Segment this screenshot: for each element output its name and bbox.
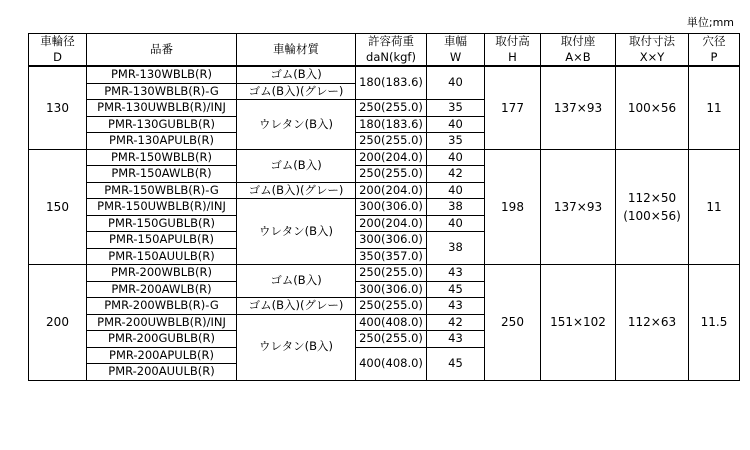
- material-cell: ゴム(B入)(グレー): [237, 298, 356, 315]
- part-cell: PMR-130UWBLB(R)/INJ: [87, 100, 237, 117]
- material-cell: ウレタン(B入): [237, 314, 356, 380]
- height-cell: 250: [485, 265, 541, 381]
- width-cell: 35: [427, 100, 485, 117]
- load-cell: 250(255.0): [356, 265, 427, 282]
- mount-dim-alt: (100×56): [623, 208, 681, 223]
- header-mount-dim-sub: X×Y: [616, 50, 689, 67]
- part-cell: PMR-150UWBLB(R)/INJ: [87, 199, 237, 216]
- part-cell: PMR-150WBLB(R)-G: [87, 182, 237, 199]
- unit-label: 単位;mm: [686, 16, 734, 29]
- load-cell: 250(255.0): [356, 133, 427, 150]
- part-cell: PMR-150APULB(R): [87, 232, 237, 249]
- part-cell: PMR-200AWLB(R): [87, 281, 237, 298]
- width-cell: 43: [427, 298, 485, 315]
- width-cell: 40: [427, 66, 485, 100]
- header-hole: 穴径: [689, 34, 740, 50]
- diameter-cell: 130: [29, 66, 87, 149]
- load-cell: 200(204.0): [356, 149, 427, 166]
- load-cell: 400(408.0): [356, 314, 427, 331]
- width-cell: 38: [427, 232, 485, 265]
- load-cell: 180(183.6): [356, 66, 427, 100]
- material-cell: ゴム(B入): [237, 265, 356, 298]
- header-hole-sub: P: [689, 50, 740, 67]
- width-cell: 42: [427, 314, 485, 331]
- part-cell: PMR-150WBLB(R): [87, 149, 237, 166]
- part-cell: PMR-130GUBLB(R): [87, 116, 237, 133]
- header-diameter: 車輪径: [29, 34, 87, 50]
- header-mount-seat-sub: A×B: [541, 50, 616, 67]
- part-cell: PMR-150GUBLB(R): [87, 215, 237, 232]
- diameter-cell: 200: [29, 265, 87, 381]
- height-cell: 177: [485, 66, 541, 149]
- mount-dim-cell: 100×56: [616, 66, 689, 149]
- part-cell: PMR-200GUBLB(R): [87, 331, 237, 348]
- load-cell: 200(204.0): [356, 182, 427, 199]
- diameter-cell: 150: [29, 149, 87, 265]
- table-row: [29, 149, 740, 166]
- header-height: 取付高: [485, 34, 541, 50]
- load-cell: 400(408.0): [356, 347, 427, 380]
- width-cell: 35: [427, 133, 485, 150]
- material-cell: ウレタン(B入): [237, 100, 356, 150]
- part-cell: PMR-200WBLB(R): [87, 265, 237, 282]
- hole-cell: 11: [689, 66, 740, 149]
- material-cell: ゴム(B入): [237, 66, 356, 83]
- part-cell: PMR-200UWBLB(R)/INJ: [87, 314, 237, 331]
- width-cell: 38: [427, 199, 485, 216]
- mount-dim-primary: 112×50: [627, 190, 677, 205]
- material-cell: ゴム(B入)(グレー): [237, 182, 356, 199]
- part-cell: PMR-130WBLB(R): [87, 66, 237, 83]
- load-cell: 250(255.0): [356, 100, 427, 117]
- header-load: 許容荷重: [356, 34, 427, 50]
- table-row: [29, 66, 740, 83]
- part-cell: PMR-150AUULB(R): [87, 248, 237, 265]
- material-cell: ゴム(B入)(グレー): [237, 83, 356, 100]
- load-cell: 250(255.0): [356, 298, 427, 315]
- width-cell: 45: [427, 281, 485, 298]
- header-width: 車幅: [427, 34, 485, 50]
- width-cell: 43: [427, 265, 485, 282]
- mount-dim-cell: 112×63: [616, 265, 689, 381]
- header-mount-dim: 取付寸法: [616, 34, 689, 50]
- width-cell: 40: [427, 149, 485, 166]
- width-cell: 40: [427, 215, 485, 232]
- mount-seat-cell: 137×93: [541, 149, 616, 265]
- width-cell: 42: [427, 166, 485, 183]
- header-load-sub: daN(kgf): [356, 50, 427, 67]
- header-height-sub: H: [485, 50, 541, 67]
- header-diameter-sub: D: [29, 50, 87, 67]
- part-cell: PMR-130APULB(R): [87, 133, 237, 150]
- mount-dim-cell: [616, 149, 689, 265]
- height-cell: 198: [485, 149, 541, 265]
- width-cell: 40: [427, 116, 485, 133]
- load-cell: 180(183.6): [356, 116, 427, 133]
- width-cell: 45: [427, 347, 485, 380]
- spec-table: [28, 33, 740, 381]
- load-cell: 300(306.0): [356, 199, 427, 216]
- hole-cell: 11.5: [689, 265, 740, 381]
- load-cell: 350(357.0): [356, 248, 427, 265]
- width-cell: 40: [427, 182, 485, 199]
- part-cell: PMR-130WBLB(R)-G: [87, 83, 237, 100]
- mount-seat-cell: 151×102: [541, 265, 616, 381]
- mount-seat-cell: 137×93: [541, 66, 616, 149]
- part-cell: PMR-200WBLB(R)-G: [87, 298, 237, 315]
- part-cell: PMR-200AUULB(R): [87, 364, 237, 381]
- load-cell: 300(306.0): [356, 232, 427, 249]
- table-row: [29, 265, 740, 282]
- width-cell: 43: [427, 331, 485, 348]
- header-wheel-material: 車輪材質: [237, 34, 356, 67]
- header-mount-seat: 取付座: [541, 34, 616, 50]
- load-cell: 300(306.0): [356, 281, 427, 298]
- header-width-sub: W: [427, 50, 485, 67]
- material-cell: ゴム(B入): [237, 149, 356, 182]
- load-cell: 200(204.0): [356, 215, 427, 232]
- load-cell: 250(255.0): [356, 166, 427, 183]
- part-cell: PMR-150AWLB(R): [87, 166, 237, 183]
- load-cell: 250(255.0): [356, 331, 427, 348]
- header-part-number: 品番: [87, 34, 237, 67]
- part-cell: PMR-200APULB(R): [87, 347, 237, 364]
- material-cell: ウレタン(B入): [237, 199, 356, 265]
- hole-cell: 11: [689, 149, 740, 265]
